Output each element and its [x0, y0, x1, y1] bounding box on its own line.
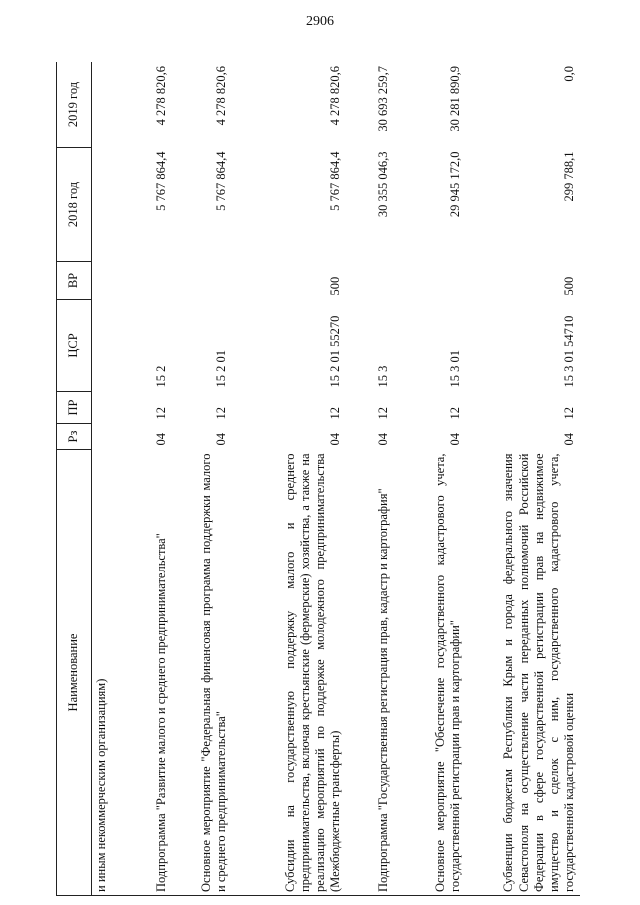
- row-vr: [118, 262, 172, 300]
- column-header-2019: 2019 год: [57, 62, 92, 148]
- table-row: [232, 62, 346, 896]
- table-header-row: [57, 62, 92, 896]
- column-header-2018: 2018 год: [57, 148, 92, 262]
- column-header-name: Наименование: [57, 450, 92, 896]
- row-2018: 29 945 172,0: [448, 151, 463, 218]
- table-row: [394, 62, 466, 896]
- table-row: [92, 62, 118, 896]
- table-row: [346, 62, 394, 896]
- row-pr: 12: [448, 407, 463, 420]
- row-vr: 500: [328, 276, 343, 296]
- row-2019: 0,0: [466, 62, 580, 148]
- row-name: Субсидии на государственную поддержку малого и среднего предпринимательства, включая крестьянские (фермерские) хозяйства, а также на реализацию мероприятий по поддержке молодежного предпринимательства (Межбюджетные трансферты): [232, 450, 346, 896]
- row-vr: 500: [562, 276, 577, 296]
- row-name: и иным некоммерческим организациям): [92, 450, 118, 896]
- row-name: Основное мероприятие "Федеральная финансовая программа поддержки малого и среднего предпринимательства": [172, 450, 232, 896]
- row-csr: 15 3: [376, 365, 391, 388]
- column-header-rz: Рз: [57, 424, 92, 450]
- column-header-pr: ПР: [57, 392, 92, 424]
- table-row: [118, 62, 172, 896]
- row-rz: 04: [328, 433, 343, 446]
- row-vr: [346, 262, 394, 300]
- table-row: [172, 62, 232, 896]
- row-pr: 12: [376, 407, 391, 420]
- row-rz: 04: [562, 433, 577, 446]
- row-2018: 5 767 864,4: [154, 151, 169, 211]
- row-2019: 30 281 890,9: [394, 62, 466, 148]
- row-csr: 15 2 01: [214, 350, 229, 388]
- row-rz: 04: [214, 433, 229, 446]
- row-vr: [172, 262, 232, 300]
- row-rz: [92, 424, 118, 450]
- row-2018: 299 788,1: [562, 151, 577, 202]
- row-csr: 15 3 01 54710: [562, 315, 577, 388]
- table-row: [466, 62, 580, 896]
- row-2019: 30 693 259,7: [346, 62, 394, 148]
- row-csr: 15 2: [154, 365, 169, 388]
- row-csr: 15 3 01: [448, 350, 463, 388]
- row-2018: 5 767 864,4: [328, 151, 343, 211]
- row-csr: [92, 300, 118, 392]
- row-pr: 12: [562, 407, 577, 420]
- row-pr: 12: [328, 407, 343, 420]
- page-number: 2906: [306, 14, 334, 29]
- row-name: Субвенции бюджетам Республики Крым и города федерального значения Севастополя на осуществление части переданных полномочий Российской Федерации в сфере государственной регистрации прав на недвижимое имущество и сделок с ним, государственного кадастрового учета, государственной кадастровой оценки: [466, 450, 580, 896]
- row-name: Подпрограмма "Государственная регистрация прав, кадастр и картография": [346, 450, 394, 896]
- row-name: Подпрограмма "Развитие малого и среднего предпринимательства": [118, 450, 172, 896]
- row-2019: 4 278 820,6: [172, 62, 232, 148]
- row-rz: 04: [376, 433, 391, 446]
- row-vr: [394, 262, 466, 300]
- rotated-table-frame: [56, 62, 602, 896]
- row-2019: 4 278 820,6: [232, 62, 346, 148]
- rotated-table-area: [56, 62, 602, 896]
- row-2018: [92, 148, 118, 262]
- row-name: Основное мероприятие "Обеспечение государственного кадастрового учета, государственной регистрации прав и картографии": [394, 450, 466, 896]
- budget-table: [56, 62, 580, 896]
- row-2019: [92, 62, 118, 148]
- row-pr: [92, 392, 118, 424]
- column-header-csr: ЦСР: [57, 300, 92, 392]
- row-2018: 5 767 864,4: [214, 151, 229, 211]
- row-csr: 15 2 01 55270: [328, 315, 343, 388]
- row-rz: 04: [448, 433, 463, 446]
- column-header-vr: ВР: [57, 262, 92, 300]
- row-2019: 4 278 820,6: [118, 62, 172, 148]
- row-rz: 04: [154, 433, 169, 446]
- row-2018: 30 355 046,3: [376, 151, 391, 218]
- row-pr: 12: [154, 407, 169, 420]
- row-vr: [92, 262, 118, 300]
- row-pr: 12: [214, 407, 229, 420]
